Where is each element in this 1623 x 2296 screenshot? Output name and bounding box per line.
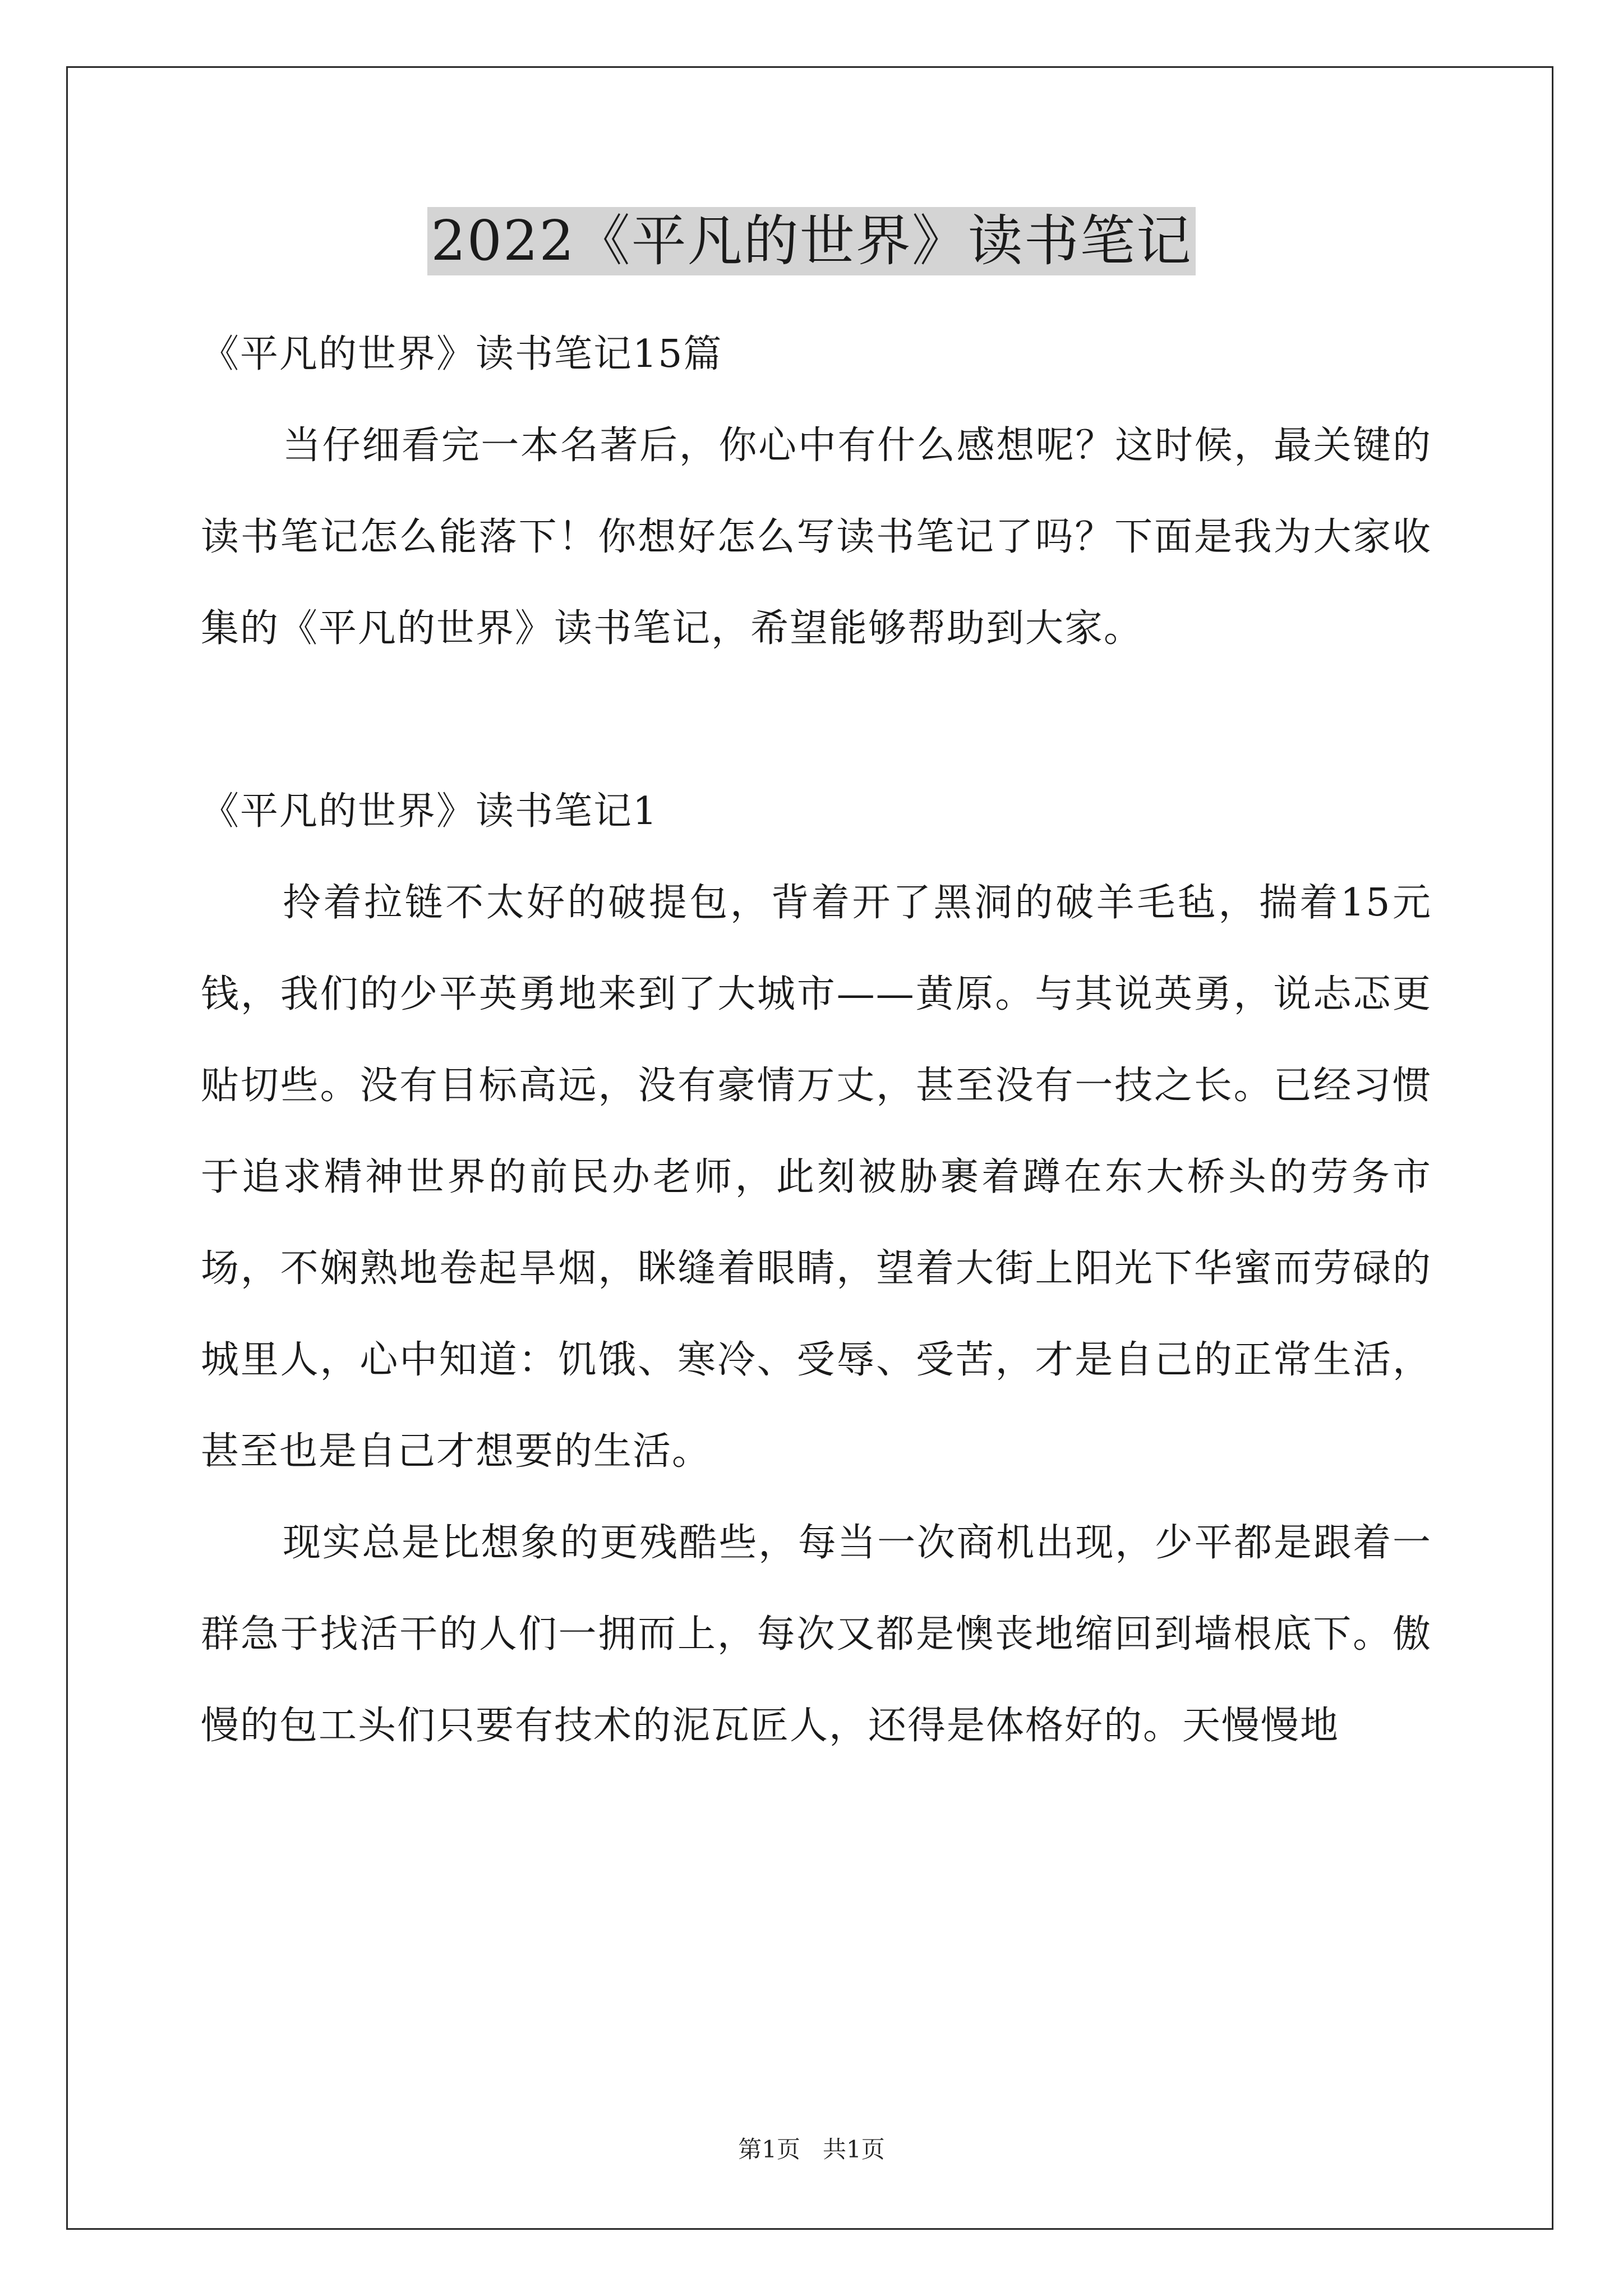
intro-paragraph: 当仔细看完一本名著后，你心中有什么感想呢？这时候，最关键的读书笔记怎么能落下！你想好怎么写读书笔记了吗？下面是我为大家收集的《平凡的世界》读书笔记，希望能够帮助到大家。 [201, 424, 1432, 651]
page-number-current: 第1页 [738, 2136, 800, 2163]
document-title-text: 2022《平凡的世界》读书笔记 [427, 207, 1195, 275]
page-number-total: 共1页 [823, 2136, 885, 2163]
document-body [201, 309, 1432, 1772]
body-paragraph: 拎着拉链不太好的破提包，背着开了黑洞的破羊毛毡，揣着15元钱，我们的少平英勇地来到了大城市——黄原。与其说英勇，说忐忑更贴切些。没有目标高远，没有豪情万丈，甚至没有一技之长。已经习惯于追求精神世界的前民办老师，此刻被胁裹着蹲在东大桥头的劳务市场，不娴熟地卷起旱烟，眯缝着眼睛，望着大街上阳光下华蜜而劳碌的城里人，心中知道：饥饿、寒冷、受辱、受苦，才是自己的正常生活，甚至也是自己才想要的生活。 [201, 881, 1432, 1474]
document-subtitle: 《平凡的世界》读书笔记15篇 [201, 332, 723, 376]
page-footer [0, 2133, 1623, 2166]
section-heading: 《平凡的世界》读书笔记1 [201, 789, 658, 834]
section-spacer [201, 674, 1432, 766]
document-title [0, 202, 1623, 280]
body-paragraph: 现实总是比想象的更残酷些，每当一次商机出现，少平都是跟着一群急于找活干的人们一拥而上，每次又都是懊丧地缩回到墙根底下。傲慢的包工头们只要有技术的泥瓦匠人，还得是体格好的。天慢慢地 [201, 1521, 1432, 1748]
